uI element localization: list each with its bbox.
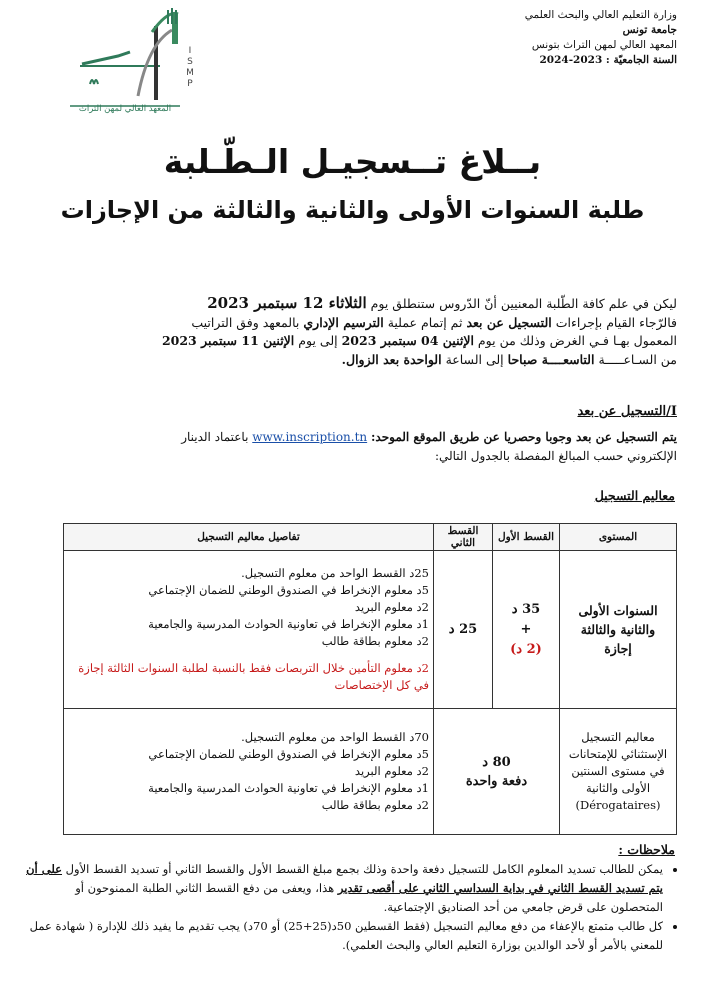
notes-title: ملاحظات : <box>618 842 675 857</box>
fee-details-cell: 25د القسط الواحد من معلوم التسجيل. 5د معلوم الإنخراط في الصندوق الوطني للضمان الإجتماعي 2د معلوم البريد 1د معلوم الإنخراط في تعاونية الحوادث المدرسية والجامعية 2د معلوم بطاقة طالب 2د معلوم التأمين خلال التربصات فقط بالنسبة لطلبة السنوات الثالثة إجازة في كل الإختصاصات <box>64 551 434 709</box>
first-installment-cell: 35 د + (2 د) <box>493 551 560 709</box>
header-level: المستوى <box>560 524 677 551</box>
note-item: • يمكن للطالب تسديد المعلوم الكامل للتسجيل دفعة واحدة وذلك بجمع مبلغ القسط الأول والقسط الثاني أو تسديد القسط الأول على أن يتم تسديد القسط الثاني في بداية السداسي الثاني على أقصى تقدير هذا، ويعفى من دفع القسط الثاني الطلبة الممنوحون أو المتحصلون على قرض جامعي من أحد الصناديق الإجتماعية. <box>25 860 663 917</box>
section-remote-registration-text: يتم التسجيل عن بعد وجوبا وحصريا عن طريق الموقع الموحد: www.inscription.tn باعتماد الدينار الإلكتروني حسب المبالغ المفصلة بالجدول التالي: <box>181 430 677 463</box>
fees-table <box>63 523 677 835</box>
header-first-installment: القسط الأول <box>493 524 560 551</box>
institute-logo <box>60 4 195 116</box>
logo-letters: I S M P <box>186 46 194 89</box>
logo-caption: المعهد العالي لمهن التراث <box>78 104 172 114</box>
section-remote-registration-title: I/التسجيل عن بعد <box>577 404 677 419</box>
level-cell: معاليم التسجيل الإستثنائي للإمتحانات في مستوى السنتين الأولى والثانية (Dérogataires) <box>560 709 677 835</box>
note-item: • كل طالب متمتع بالإعفاء من دفع معاليم التسجيل (فقط القسطين 50د(25+25) أو 70د) يجب تقديم ما يفيد ذلك للإدارة ( شهادة عمل للمعني بالأمر أو لأحد الوالدين بوزارة التعليم العالي والبحث العلمي). <box>25 917 663 955</box>
header-second-installment: القسط الثاني <box>434 524 493 551</box>
university-name: جامعة تونس <box>622 24 677 36</box>
institute-name: المعهد العالي لمهن التراث بتونس <box>531 39 677 51</box>
level-cell: السنوات الأولى والثانية والثالثة إجازة <box>560 551 677 709</box>
page-title: بــلاغ تــسجيـل الـطّـلبة <box>163 142 542 181</box>
insurance-note: 2د معلوم التأمين خلال التربصات فقط بالنسبة لطلبة السنوات الثالثة إجازة في كل الإختصاصات <box>78 661 429 692</box>
table-header-row <box>64 524 677 551</box>
academic-year: السنة الجامعيّة : 2023-2024 <box>539 54 677 66</box>
table-row <box>64 709 677 835</box>
second-installment-cell: 25 د <box>434 551 493 709</box>
inscription-link[interactable]: www.inscription.tn <box>252 430 368 444</box>
header-fee-details: تفاصيل معاليم التسجيل <box>64 524 434 551</box>
fees-title: معاليم التسجيل <box>594 488 675 503</box>
page-subtitle: طلبة السنوات الأولى والثانية والثالثة من الإجازات <box>60 196 645 224</box>
intro-paragraph: ليكن في علم كافة الطّلبة المعنيين أنّ الدّروس ستنطلق يوم الثلاثاء 12 سبتمبر 2023 فالرّجاء القيام بإجراءات التسجيل عن بعد ثم إتمام عملية الترسيم الإداري بالمعهد وفق التراتيب المعمول بهـا فـي الغرض وذلك من يوم الإثنين 04 سبتمبر 2023 إلى يوم الإثنين 11 سبتمبر 2023 من السـاعـــــة التاسعــــة صباحا إلى الساعة الواحدة بعد الزوال. <box>161 294 677 367</box>
logo-emblem-icon <box>60 4 195 116</box>
document-header <box>417 8 677 68</box>
single-payment-cell: 80 د دفعة واحدة <box>434 709 560 835</box>
table-row <box>64 551 677 709</box>
fee-details-cell: 70د القسط الواحد من معلوم التسجيل. 5د معلوم الإنخراط في الصندوق الوطني للضمان الإجتماعي 2د معلوم البريد 1د معلوم الإنخراط في تعاونية الحوادث المدرسية والجامعية 2د معلوم بطاقة طالب <box>64 709 434 835</box>
notes-list <box>25 860 677 955</box>
ministry-name: وزارة التعليم العالي والبحث العلمي <box>524 9 677 21</box>
